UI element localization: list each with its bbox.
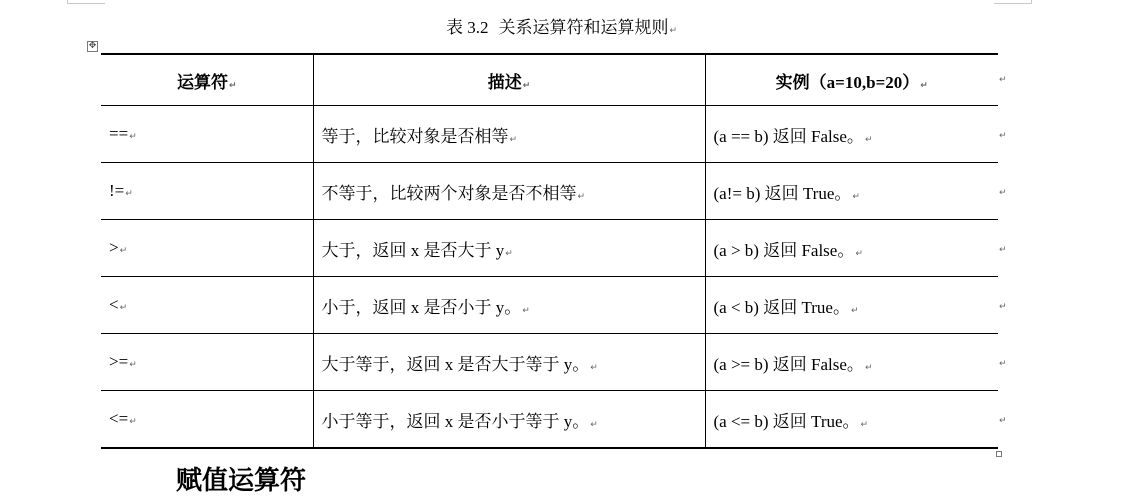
description-cell: 大于，返回 x 是否大于 y ↵ bbox=[313, 220, 705, 277]
description-cell: 等于，比较对象是否相等 ↵ bbox=[313, 106, 705, 163]
table-row bbox=[101, 277, 998, 334]
example-cell: (a >= b) 返回 False。 ↵ bbox=[705, 334, 998, 391]
table-caption bbox=[0, 18, 1123, 41]
row-end-mark-icon bbox=[999, 131, 1009, 141]
caption-title: 关系运算符和运算规则 bbox=[498, 18, 669, 37]
paragraph-mark-icon bbox=[669, 26, 677, 36]
description-cell: 小于等于，返回 x 是否小于等于 y。 ↵ bbox=[313, 391, 705, 449]
row-end-mark-icon bbox=[999, 359, 1009, 369]
operator-cell: >= ↵ bbox=[101, 334, 313, 391]
paragraph-mark-icon bbox=[522, 306, 530, 316]
caption-number: 表 3.2 bbox=[445, 18, 489, 37]
paragraph-mark-icon bbox=[120, 303, 128, 313]
paragraph-mark-icon bbox=[578, 192, 586, 202]
section-heading: 赋值运算符 bbox=[176, 466, 307, 496]
operator-cell: <= ↵ bbox=[101, 391, 313, 449]
example-cell: (a!= b) 返回 True。 ↵ bbox=[705, 163, 998, 220]
header-operator: 运算符 ↵ bbox=[101, 54, 313, 106]
paragraph-mark-icon bbox=[590, 420, 598, 430]
row-end-mark-icon bbox=[999, 188, 1009, 198]
operator-cell: != ↵ bbox=[101, 163, 313, 220]
paragraph-mark-icon bbox=[920, 81, 928, 91]
row-end-mark-icon bbox=[999, 75, 1009, 85]
table-resize-handle-icon[interactable] bbox=[996, 451, 1002, 457]
table-move-handle-icon[interactable]: ✥ bbox=[88, 41, 97, 51]
description-cell: 不等于，比较两个对象是否不相等 ↵ bbox=[313, 163, 705, 220]
row-end-mark-icon bbox=[999, 302, 1009, 312]
table-header-row bbox=[101, 54, 998, 106]
paragraph-mark-icon bbox=[590, 363, 598, 373]
paragraph-mark-icon bbox=[120, 246, 128, 256]
operator-cell: == ↵ bbox=[101, 106, 313, 163]
paragraph-mark-icon bbox=[505, 249, 513, 259]
paragraph-mark-icon bbox=[861, 420, 869, 430]
paragraph-mark-icon bbox=[229, 81, 237, 91]
table-row bbox=[101, 163, 998, 220]
example-cell: (a > b) 返回 False。 ↵ bbox=[705, 220, 998, 277]
example-cell: (a <= b) 返回 True。 ↵ bbox=[705, 391, 998, 449]
paragraph-mark-icon bbox=[129, 417, 137, 427]
page-corner-mark-left bbox=[67, 0, 105, 4]
table-row bbox=[101, 106, 998, 163]
paragraph-mark-icon bbox=[852, 192, 860, 202]
operator-cell: < ↵ bbox=[101, 277, 313, 334]
paragraph-mark-icon bbox=[125, 189, 133, 199]
paragraph-mark-icon bbox=[851, 306, 859, 316]
example-cell: (a < b) 返回 True。 ↵ bbox=[705, 277, 998, 334]
paragraph-mark-icon bbox=[865, 363, 873, 373]
table-row bbox=[101, 220, 998, 277]
paragraph-mark-icon bbox=[865, 135, 873, 145]
description-cell: 小于，返回 x 是否小于 y。 ↵ bbox=[313, 277, 705, 334]
paragraph-mark-icon bbox=[523, 81, 531, 91]
example-cell: (a == b) 返回 False。 ↵ bbox=[705, 106, 998, 163]
paragraph-mark-icon bbox=[510, 135, 518, 145]
relational-operators-table bbox=[101, 53, 998, 449]
table-row bbox=[101, 334, 998, 391]
table-row bbox=[101, 391, 998, 449]
paragraph-mark-icon bbox=[129, 360, 137, 370]
header-example: 实例（a=10,b=20） ↵ bbox=[705, 54, 998, 106]
row-end-mark-icon bbox=[999, 416, 1009, 426]
paragraph-mark-icon bbox=[129, 132, 137, 142]
description-cell: 大于等于，返回 x 是否大于等于 y。 ↵ bbox=[313, 334, 705, 391]
paragraph-mark-icon bbox=[855, 249, 863, 259]
page-corner-mark-right bbox=[994, 0, 1032, 4]
operator-cell: > ↵ bbox=[101, 220, 313, 277]
header-description: 描述 ↵ bbox=[313, 54, 705, 106]
row-end-mark-icon bbox=[999, 245, 1009, 255]
